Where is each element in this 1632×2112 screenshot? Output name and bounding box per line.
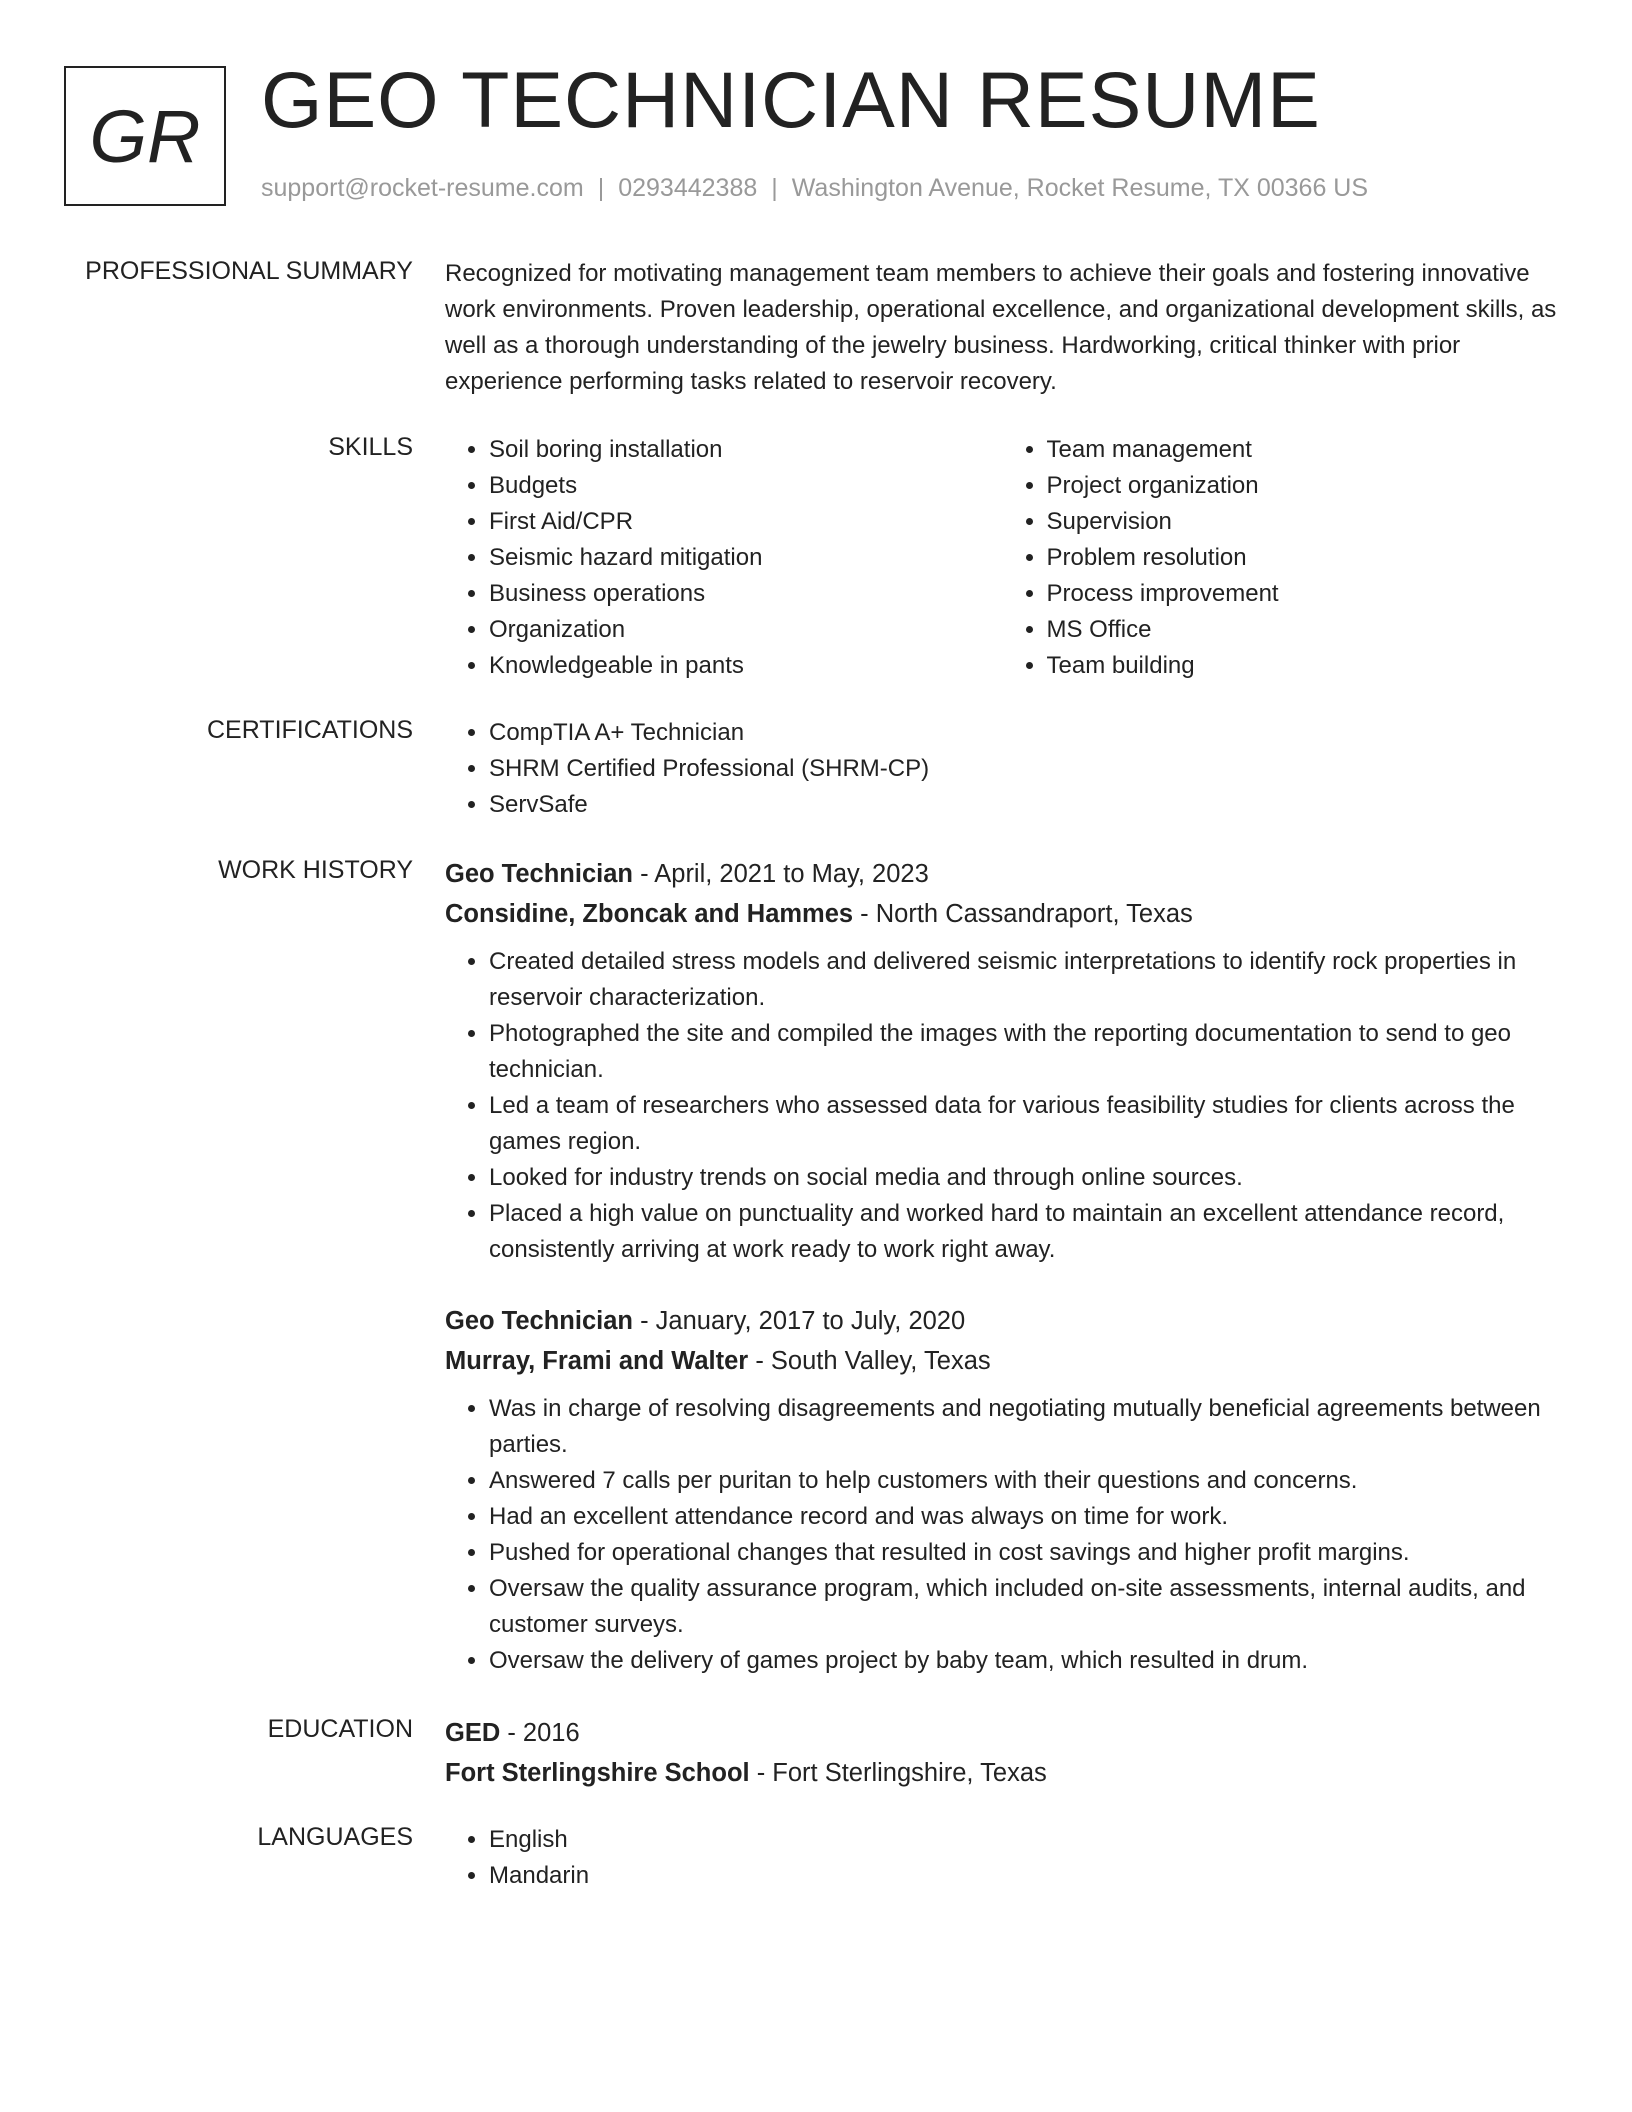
- education-school-line: [445, 1753, 1560, 1793]
- education-content: [445, 1713, 1560, 1793]
- job-bullet: • Had an excellent attendance record and was always on time for work.: [489, 1499, 1560, 1535]
- certifications-content: [445, 715, 1560, 823]
- section-label-certifications: CERTIFICATIONS: [206, 716, 413, 744]
- skill-item: • Problem resolution: [1047, 540, 1561, 576]
- summary-content: [445, 256, 1560, 400]
- job-entry: [445, 854, 1560, 1268]
- skill-item: • Organization: [489, 612, 1003, 648]
- resume-title: GEO TECHNICIAN RESUME: [261, 55, 1321, 144]
- summary-text: Recognized for motivating management team members to achieve their goals and fostering innovative work environments. Proven leadership, operational excellence, and organizational development skills, as well as a thorough understanding of the jewelry business. Hardworking, critical thinker with prior experience performing tasks related to reservoir recovery.: [445, 260, 1557, 395]
- language-item: • English: [489, 1822, 1560, 1858]
- job-title-line: [445, 854, 1560, 894]
- job-entry: [445, 1301, 1560, 1679]
- contact-email[interactable]: support@rocket-resume.com: [261, 174, 584, 202]
- job-bullet: • Led a team of researchers who assessed data for various feasibility studies for clients across the games region.: [489, 1088, 1560, 1160]
- education-year: - 2016: [500, 1719, 580, 1747]
- certification-item: • SHRM Certified Professional (SHRM-CP): [489, 751, 1560, 787]
- job-bullets: [445, 1391, 1560, 1679]
- job-bullet: • Placed a high value on punctuality and worked hard to maintain an excellent attendance record, consistently arriving at work ready to work right away.: [489, 1196, 1560, 1268]
- skill-item: • Seismic hazard mitigation: [489, 540, 1003, 576]
- skill-item: • First Aid/CPR: [489, 504, 1003, 540]
- job-bullet: • Pushed for operational changes that resulted in cost savings and higher profit margins.: [489, 1535, 1560, 1571]
- job-title: Geo Technician: [445, 1307, 633, 1335]
- skill-item: • Knowledgeable in pants: [489, 648, 1003, 684]
- job-company-line: [445, 1341, 1560, 1381]
- job-title: Geo Technician: [445, 860, 633, 888]
- skill-item: • Project organization: [1047, 468, 1561, 504]
- section-label-summary: PROFESSIONAL SUMMARY: [85, 257, 413, 285]
- contact-line: [261, 174, 1368, 203]
- education-degree-line: [445, 1713, 1560, 1753]
- skills-columns: [445, 432, 1560, 684]
- language-item: • Mandarin: [489, 1858, 1560, 1894]
- job-bullet: • Looked for industry trends on social media and through online sources.: [489, 1160, 1560, 1196]
- job-location: - South Valley, Texas: [748, 1347, 991, 1375]
- skill-item: • Soil boring installation: [489, 432, 1003, 468]
- skill-item: • Business operations: [489, 576, 1003, 612]
- job-bullet: • Oversaw the quality assurance program, which included on-site assessments, internal audits, and customer surveys.: [489, 1571, 1560, 1643]
- job-bullet: • Photographed the site and compiled the images with the reporting documentation to send to geo technician.: [489, 1016, 1560, 1088]
- contact-address: Washington Avenue, Rocket Resume, TX 00366 US: [791, 174, 1369, 202]
- skill-item: • Budgets: [489, 468, 1003, 504]
- monogram: GR: [64, 66, 226, 206]
- job-dates: - January, 2017 to July, 2020: [633, 1307, 966, 1335]
- job-location: - North Cassandraport, Texas: [853, 900, 1193, 928]
- job-company: Murray, Frami and Walter: [445, 1347, 749, 1375]
- job-bullet: • Answered 7 calls per puritan to help customers with their questions and concerns.: [489, 1463, 1560, 1499]
- skill-item: • Team management: [1047, 432, 1561, 468]
- languages-list: [445, 1822, 1560, 1894]
- job-bullet: • Oversaw the delivery of games project by baby team, which resulted in drum.: [489, 1643, 1560, 1679]
- job-title-line: [445, 1301, 1560, 1341]
- skills-list-right: [1003, 432, 1561, 684]
- skill-item: • Team building: [1047, 648, 1561, 684]
- education-school: Fort Sterlingshire School: [445, 1759, 750, 1787]
- job-company-line: [445, 894, 1560, 934]
- separator: |: [597, 174, 605, 202]
- contact-phone[interactable]: 0293442388: [618, 174, 758, 202]
- job-company: Considine, Zboncak and Hammes: [445, 900, 854, 928]
- section-label-work-history: WORK HISTORY: [218, 856, 413, 884]
- skill-item: • MS Office: [1047, 612, 1561, 648]
- separator: |: [771, 174, 778, 202]
- section-label-languages: LANGUAGES: [257, 1823, 413, 1851]
- job-bullet: • Was in charge of resolving disagreements and negotiating mutually beneficial agreements between parties.: [489, 1391, 1560, 1463]
- skill-item: • Supervision: [1047, 504, 1561, 540]
- education-location: - Fort Sterlingshire, Texas: [749, 1759, 1047, 1787]
- certification-item: • CompTIA A+ Technician: [489, 715, 1560, 751]
- skills-list-left: [445, 432, 1003, 684]
- section-label-education: EDUCATION: [267, 1715, 413, 1743]
- job-bullets: [445, 944, 1560, 1268]
- section-label-skills: SKILLS: [328, 433, 413, 461]
- languages-content: [445, 1822, 1560, 1894]
- education-degree: GED: [445, 1719, 501, 1747]
- certifications-list: [445, 715, 1560, 823]
- job-bullet: • Created detailed stress models and delivered seismic interpretations to identify rock properties in reservoir characterization.: [489, 944, 1560, 1016]
- job-dates: - April, 2021 to May, 2023: [633, 860, 929, 888]
- skill-item: • Process improvement: [1047, 576, 1561, 612]
- certification-item: • ServSafe: [489, 787, 1560, 823]
